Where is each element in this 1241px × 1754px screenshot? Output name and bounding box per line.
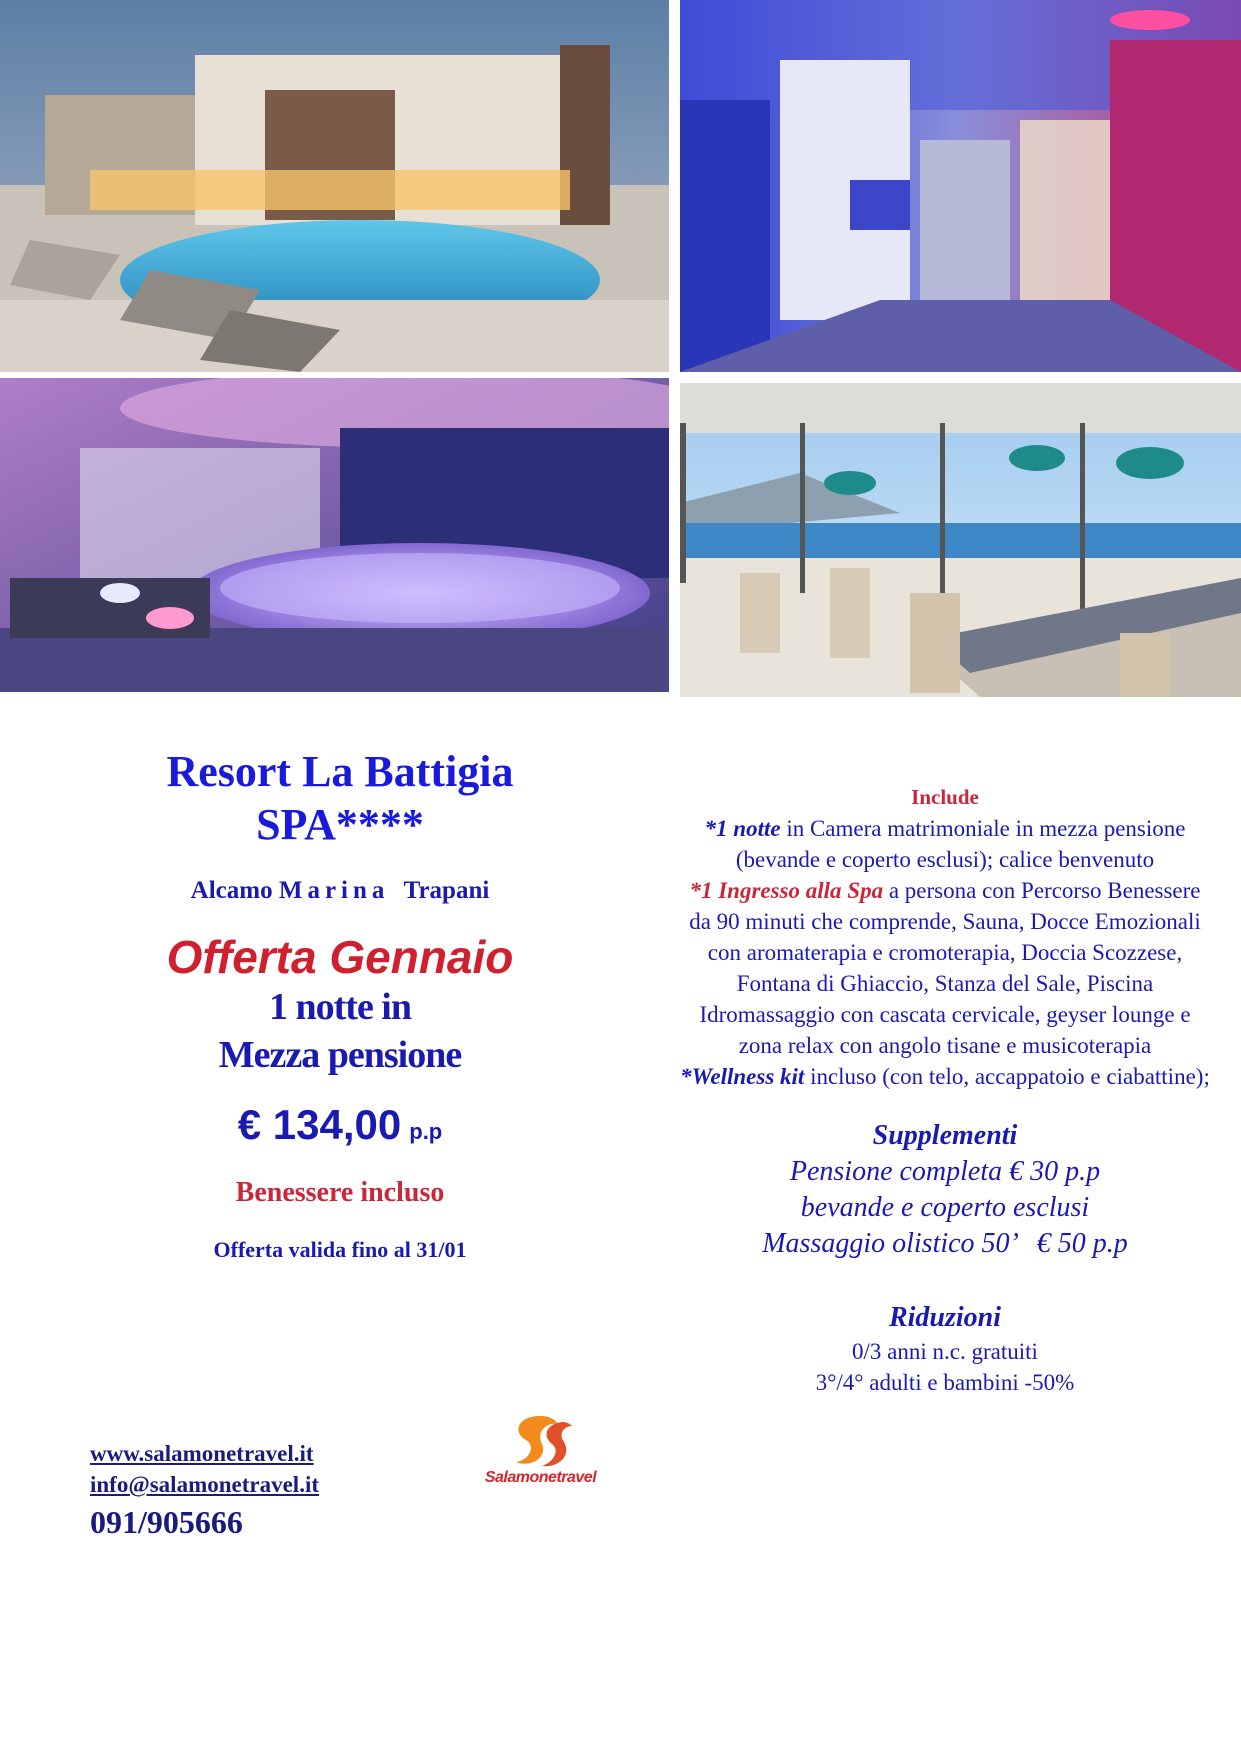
validity: Offerta valida fino al 31/01 <box>213 1237 467 1262</box>
wellness-included: Benessere incluso <box>235 1177 445 1208</box>
price-unit: p.p <box>409 1119 443 1144</box>
nights-line1: 1 notte in <box>269 986 411 1028</box>
reduction-extra-beds: 3°/4° adulti e bambini -50% <box>815 1370 1075 1395</box>
spa-corridor-photo <box>680 0 1241 372</box>
location-town: Alcamo <box>190 877 273 904</box>
salamone-travel-logo <box>468 1412 613 1492</box>
include-spa-lead: *1 Ingresso alla Spa <box>689 878 884 903</box>
price <box>70 1101 610 1149</box>
offer-panel <box>70 745 610 1263</box>
include-night-lead: *1 notte <box>704 816 781 841</box>
resort-name <box>70 745 610 851</box>
reductions-title: Riduzioni <box>888 1302 1002 1333</box>
location <box>70 877 610 905</box>
contacts <box>90 1438 319 1544</box>
location-province: Trapani <box>403 877 490 904</box>
include-title: Include <box>911 785 979 809</box>
include-kit-lead: *Wellness kit <box>680 1064 805 1089</box>
supplement-note: bevande e coperto esclusi <box>800 1192 1090 1223</box>
supplement-massage: Massaggio olistico 50’ € 50 p.p <box>762 1228 1128 1259</box>
resort-exterior-photo <box>0 0 669 372</box>
include-spa-text: a persona con Percorso Benessere da 90 minuti che comprende, Sauna, Docce Emozionali con aromaterapia e cromoterapia, Doccia Scozzese, Fontana di Ghiaccio, Stanza del Sale, Piscina Idromassaggio con cascata cervicale, geyser lounge e zona relax con angolo tisane e musicoterapia <box>689 878 1201 1058</box>
restaurant-photo <box>680 383 1241 697</box>
resort-name-line1: Resort La Battigia <box>166 747 514 796</box>
include-kit-text: incluso (con telo, accappatoio e ciabattine); <box>804 1064 1210 1089</box>
website-link[interactable]: www.salamonetravel.it <box>90 1441 314 1466</box>
include-night <box>680 813 1210 875</box>
reduction-children: 0/3 anni n.c. gratuiti <box>852 1339 1038 1364</box>
resort-name-line2: SPA**** <box>256 800 424 849</box>
details-panel <box>680 782 1210 1398</box>
supplement-full-board: Pensione completa € 30 p.p <box>789 1156 1101 1187</box>
email-link[interactable]: info@salamonetravel.it <box>90 1472 320 1497</box>
offer-title: Offerta Gennaio <box>166 931 514 983</box>
indoor-pool-photo <box>0 378 669 692</box>
include-night-text: in Camera matrimoniale in mezza pensione (bevande e coperto esclusi); calice benvenuto <box>735 816 1186 872</box>
logo-mark-icon <box>468 1412 613 1472</box>
location-area: Marina <box>278 877 390 904</box>
phone-number: 091/905666 <box>90 1504 243 1540</box>
price-value: € 134,00 <box>237 1101 402 1148</box>
supplements-title: Supplementi <box>872 1120 1018 1151</box>
include-spa <box>680 875 1210 1061</box>
nights-line2: Mezza pensione <box>218 1034 462 1076</box>
logo-text: Salamonetravel <box>484 1469 597 1486</box>
include-kit <box>680 1061 1210 1092</box>
